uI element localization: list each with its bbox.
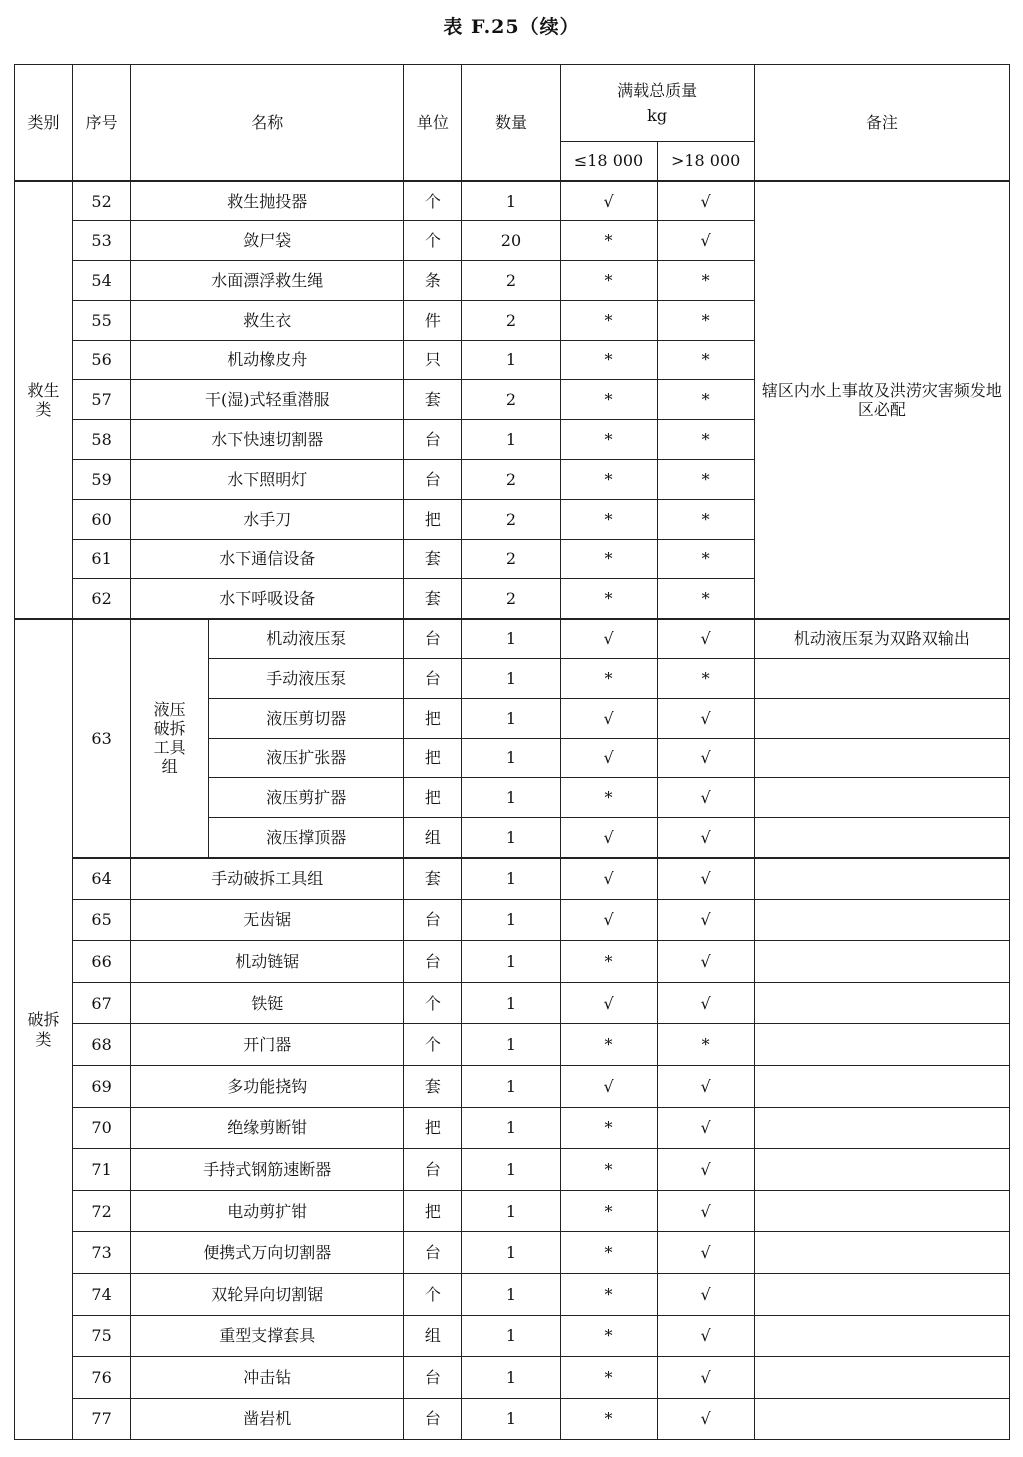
seq-cell: 56 [73,340,131,380]
remark-cell [754,982,1009,1024]
gt-18000-cell: √ [657,1149,754,1191]
remark-cell [754,1273,1009,1315]
qty-cell: 1 [462,941,560,983]
remark-cell [754,1398,1009,1440]
unit-cell: 套 [404,539,462,579]
gt-18000-cell: * [657,1024,754,1066]
unit-cell: 个 [404,982,462,1024]
remark-cell [754,659,1009,699]
seq-cell: 61 [73,539,131,579]
category-label: 救生 类 [27,380,60,419]
qty-cell: 1 [462,340,560,380]
le-18000-cell: * [560,1398,657,1440]
le-18000-cell: * [560,1149,657,1191]
table-row [15,1357,1010,1399]
seq-cell: 64 [73,858,131,900]
gt-18000-cell: √ [657,818,754,858]
seq-cell: 55 [73,300,131,340]
gt-18000-cell: * [657,300,754,340]
gt-18000-cell: √ [657,221,754,261]
name-cell: 便携式万向切割器 [131,1232,404,1274]
le-18000-cell: √ [560,818,657,858]
name-cell: 机动橡皮舟 [131,340,404,380]
unit-cell: 套 [404,579,462,619]
table-row [15,858,1010,900]
table-row [15,1024,1010,1066]
seq-cell: 53 [73,221,131,261]
qty-cell: 1 [462,1024,560,1066]
le-18000-cell: * [560,1273,657,1315]
qty-cell: 1 [462,1232,560,1274]
seq-cell: 69 [73,1066,131,1108]
le-18000-cell: * [560,579,657,619]
name-cell: 液压剪切器 [209,698,404,738]
seq-cell: 52 [73,181,131,221]
header-seq: 序号 [73,65,131,182]
remark-cell [754,941,1009,983]
seq-cell: 59 [73,460,131,500]
remark-cell [754,1149,1009,1191]
gt-18000-cell: √ [657,941,754,983]
seq-cell: 75 [73,1315,131,1357]
qty-cell: 1 [462,659,560,699]
remark-cell [754,738,1009,778]
table-row [15,1066,1010,1108]
seq-cell: 73 [73,1232,131,1274]
unit-cell: 台 [404,619,462,659]
header-mass [560,65,754,142]
name-cell: 手动破拆工具组 [131,858,404,900]
qty-cell: 1 [462,420,560,460]
le-18000-cell: * [560,340,657,380]
le-18000-cell: * [560,1024,657,1066]
unit-cell: 个 [404,181,462,221]
le-18000-cell: √ [560,858,657,900]
table-row [15,1107,1010,1149]
header-mass-label: 满载总质量 [617,80,698,100]
qty-cell: 1 [462,778,560,818]
unit-cell: 个 [404,1024,462,1066]
le-18000-cell: * [560,539,657,579]
unit-cell: 台 [404,1398,462,1440]
seq-cell: 58 [73,420,131,460]
remark-cell [754,1357,1009,1399]
remark-cell [754,698,1009,738]
table-row [15,899,1010,941]
le-18000-cell: * [560,1357,657,1399]
qty-cell: 2 [462,380,560,420]
le-18000-cell: √ [560,181,657,221]
name-cell: 电动剪扩钳 [131,1190,404,1232]
qty-cell: 1 [462,1066,560,1108]
remark-cell [754,818,1009,858]
seq-cell: 67 [73,982,131,1024]
unit-cell: 个 [404,221,462,261]
le-18000-cell: √ [560,899,657,941]
seq-cell: 68 [73,1024,131,1066]
gt-18000-cell: * [657,340,754,380]
remark-text: 辖区内水上事故及洪涝灾害频发地区必配 [761,380,1002,419]
qty-cell: 1 [462,1315,560,1357]
name-cell: 多功能挠钩 [131,1066,404,1108]
name-cell: 手动液压泵 [209,659,404,699]
gt-18000-cell: √ [657,181,754,221]
unit-cell: 条 [404,261,462,301]
table-row [15,941,1010,983]
gt-18000-cell: √ [657,1190,754,1232]
le-18000-cell: √ [560,698,657,738]
seq-cell: 57 [73,380,131,420]
le-18000-cell: * [560,941,657,983]
gt-18000-cell: √ [657,1357,754,1399]
le-18000-cell: * [560,380,657,420]
unit-cell: 把 [404,778,462,818]
equipment-table [14,64,1010,1440]
gt-18000-cell: √ [657,1066,754,1108]
le-18000-cell: √ [560,619,657,659]
unit-cell: 件 [404,300,462,340]
gt-18000-cell: √ [657,619,754,659]
header-gt-18000: >18 000 [657,142,754,182]
seq-cell: 63 [73,619,131,858]
le-18000-cell: * [560,778,657,818]
qty-cell: 1 [462,698,560,738]
seq-cell: 70 [73,1107,131,1149]
header-name: 名称 [131,65,404,182]
name-cell: 液压撑顶器 [209,818,404,858]
seq-cell: 72 [73,1190,131,1232]
seq-cell: 65 [73,899,131,941]
le-18000-cell: * [560,460,657,500]
remark-cell [754,181,1009,619]
gt-18000-cell: √ [657,1273,754,1315]
gt-18000-cell: √ [657,1398,754,1440]
seq-cell: 60 [73,499,131,539]
name-cell: 重型支撑套具 [131,1315,404,1357]
qty-cell: 1 [462,1357,560,1399]
le-18000-cell: * [560,1232,657,1274]
qty-cell: 2 [462,499,560,539]
remark-cell [754,1232,1009,1274]
gt-18000-cell: √ [657,858,754,900]
header-unit: 单位 [404,65,462,182]
gt-18000-cell: √ [657,1232,754,1274]
le-18000-cell: * [560,1315,657,1357]
qty-cell: 2 [462,539,560,579]
unit-cell: 把 [404,698,462,738]
table-title: 表 F.25（续） [443,16,580,38]
name-cell: 机动链锯 [131,941,404,983]
group-name: 液压 破拆 工具 组 [153,699,186,777]
gt-18000-cell: √ [657,899,754,941]
unit-cell: 组 [404,1315,462,1357]
name-cell: 救生抛投器 [131,181,404,221]
qty-cell: 2 [462,460,560,500]
unit-cell: 个 [404,1273,462,1315]
unit-cell: 把 [404,1107,462,1149]
header-mass-unit: kg [647,106,668,125]
remark-cell [754,858,1009,900]
category-label: 破拆 类 [27,1010,60,1049]
name-cell: 双轮异向切割锯 [131,1273,404,1315]
qty-cell: 2 [462,579,560,619]
seq-cell: 76 [73,1357,131,1399]
table-row [15,1398,1010,1440]
qty-cell: 1 [462,738,560,778]
unit-cell: 把 [404,499,462,539]
seq-cell: 74 [73,1273,131,1315]
le-18000-cell: √ [560,738,657,778]
name-cell: 无齿锯 [131,899,404,941]
unit-cell: 把 [404,1190,462,1232]
name-cell: 液压扩张器 [209,738,404,778]
header-qty: 数量 [462,65,560,182]
header-remark: 备注 [754,65,1009,182]
gt-18000-cell: * [657,261,754,301]
table-row [15,1315,1010,1357]
remark-cell [754,778,1009,818]
qty-cell: 1 [462,1190,560,1232]
name-cell: 救生衣 [131,300,404,340]
qty-cell: 1 [462,1107,560,1149]
table-row [15,181,1010,221]
name-cell: 水面漂浮救生绳 [131,261,404,301]
remark-cell [754,1315,1009,1357]
table-row [15,982,1010,1024]
name-cell: 机动液压泵 [209,619,404,659]
gt-18000-cell: √ [657,698,754,738]
table-row [15,1190,1010,1232]
remark-cell: 机动液压泵为双路双输出 [754,619,1009,659]
qty-cell: 2 [462,261,560,301]
name-cell: 水下照明灯 [131,460,404,500]
qty-cell: 1 [462,1273,560,1315]
gt-18000-cell: * [657,460,754,500]
gt-18000-cell: * [657,420,754,460]
name-cell: 液压剪扩器 [209,778,404,818]
seq-cell: 62 [73,579,131,619]
unit-cell: 台 [404,899,462,941]
unit-cell: 台 [404,460,462,500]
name-cell: 水下通信设备 [131,539,404,579]
le-18000-cell: * [560,1190,657,1232]
qty-cell: 2 [462,300,560,340]
unit-cell: 台 [404,1232,462,1274]
name-cell: 手持式钢筋速断器 [131,1149,404,1191]
remark-cell [754,1024,1009,1066]
qty-cell: 1 [462,858,560,900]
name-cell: 绝缘剪断钳 [131,1107,404,1149]
unit-cell: 把 [404,738,462,778]
le-18000-cell: * [560,420,657,460]
gt-18000-cell: √ [657,738,754,778]
le-18000-cell: * [560,261,657,301]
le-18000-cell: √ [560,1066,657,1108]
name-cell: 铁铤 [131,982,404,1024]
remark-cell [754,1066,1009,1108]
qty-cell: 1 [462,899,560,941]
header-le-18000: ≤18 000 [560,142,657,182]
qty-cell: 20 [462,221,560,261]
qty-cell: 1 [462,1398,560,1440]
table-body [15,181,1010,1440]
gt-18000-cell: * [657,579,754,619]
gt-18000-cell: √ [657,1315,754,1357]
name-cell: 凿岩机 [131,1398,404,1440]
qty-cell: 1 [462,1149,560,1191]
name-cell: 水手刀 [131,499,404,539]
gt-18000-cell: * [657,499,754,539]
qty-cell: 1 [462,619,560,659]
seq-cell: 54 [73,261,131,301]
name-cell: 冲击钻 [131,1357,404,1399]
gt-18000-cell: √ [657,1107,754,1149]
qty-cell: 1 [462,982,560,1024]
name-cell: 干(湿)式轻重潜服 [131,380,404,420]
unit-cell: 台 [404,659,462,699]
category-cell [15,619,73,1440]
le-18000-cell: * [560,659,657,699]
unit-cell: 只 [404,340,462,380]
unit-cell: 组 [404,818,462,858]
le-18000-cell: * [560,1107,657,1149]
remark-cell [754,1107,1009,1149]
unit-cell: 台 [404,1357,462,1399]
table-row [15,619,1010,659]
gt-18000-cell: √ [657,982,754,1024]
name-cell: 敛尸袋 [131,221,404,261]
name-cell: 水下快速切割器 [131,420,404,460]
table-header [15,65,1010,182]
le-18000-cell: * [560,221,657,261]
table-row [15,1149,1010,1191]
le-18000-cell: * [560,300,657,340]
le-18000-cell: √ [560,982,657,1024]
unit-cell: 台 [404,941,462,983]
gt-18000-cell: √ [657,778,754,818]
gt-18000-cell: * [657,380,754,420]
le-18000-cell: * [560,499,657,539]
group-name-cell [131,619,209,858]
seq-cell: 71 [73,1149,131,1191]
table-row [15,1273,1010,1315]
gt-18000-cell: * [657,539,754,579]
category-cell [15,181,73,619]
unit-cell: 套 [404,858,462,900]
qty-cell: 1 [462,181,560,221]
header-category: 类别 [15,65,73,182]
gt-18000-cell: * [657,659,754,699]
name-cell: 水下呼吸设备 [131,579,404,619]
remark-cell [754,1190,1009,1232]
name-cell: 开门器 [131,1024,404,1066]
unit-cell: 套 [404,380,462,420]
unit-cell: 套 [404,1066,462,1108]
remark-cell [754,899,1009,941]
seq-cell: 66 [73,941,131,983]
qty-cell: 1 [462,818,560,858]
unit-cell: 台 [404,1149,462,1191]
seq-cell: 77 [73,1398,131,1440]
unit-cell: 台 [404,420,462,460]
table-row [15,1232,1010,1274]
